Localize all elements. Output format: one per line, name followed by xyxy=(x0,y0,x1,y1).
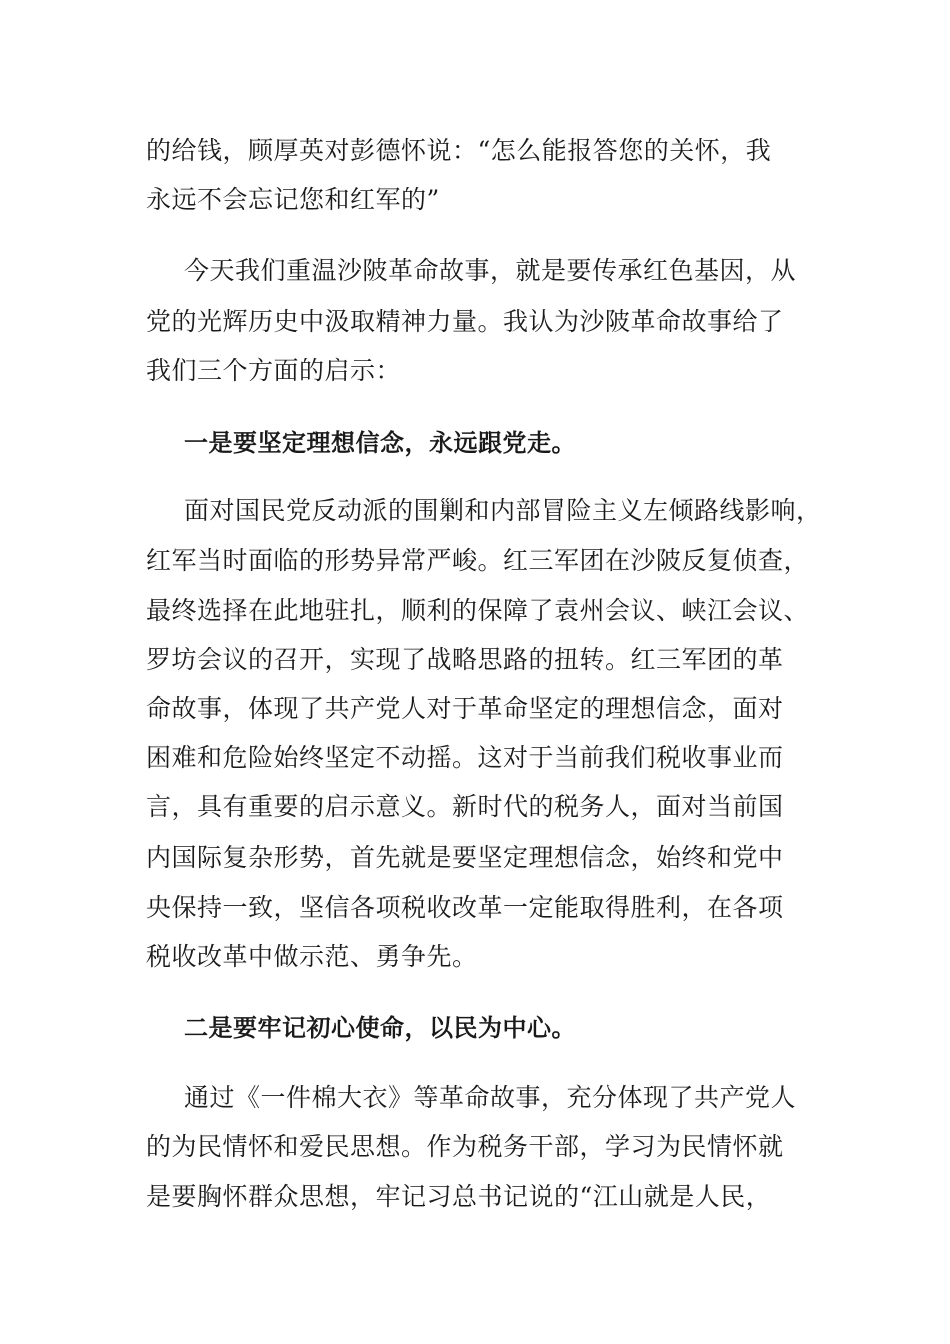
paragraph-line: 言，具有重要的启示意义。新时代的税务人，面对当前国 xyxy=(146,792,784,821)
paragraph-line: 命故事，体现了共产党人对于革命坚定的理想信念，面对 xyxy=(146,694,784,723)
paragraph-line: 今天我们重温沙陂革命故事，就是要传承红色基因，从 xyxy=(184,256,797,285)
paragraph-line: 的给钱，顾厚英对彭德怀说：“怎么能报答您的关怀，我 xyxy=(146,136,772,165)
paragraph-line: 的为民情怀和爱民思想。作为税务干部，学习为民情怀就 xyxy=(146,1132,784,1161)
paragraph-line: 罗坊会议的召开，实现了战略思路的扭转。红三军团的革 xyxy=(146,645,784,674)
section-heading: 二是要牢记初心使命，以民为中心。 xyxy=(184,1014,576,1042)
paragraph-line: 最终选择在此地驻扎，顺利的保障了袁州会议、峡江会议、 xyxy=(146,596,810,625)
paragraph-line: 党的光辉历史中汲取精神力量。我认为沙陂革命故事给了 xyxy=(146,307,784,336)
paragraph-line: 是要胸怀群众思想，牢记习总书记说的“江山就是人民， xyxy=(146,1182,772,1211)
section-heading: 一是要坚定理想信念，永远跟党走。 xyxy=(184,429,576,457)
paragraph-line: 税收改革中做示范、勇争先。 xyxy=(146,942,478,971)
paragraph-line: 困难和危险始终坚定不动摇。这对于当前我们税收事业而 xyxy=(146,743,784,772)
paragraph-line: 内国际复杂形势，首先就是要坚定理想信念，始终和党中 xyxy=(146,843,784,872)
paragraph-line: 央保持一致，坚信各项税收改革一定能取得胜利，在各项 xyxy=(146,893,784,922)
paragraph-line: 永远不会忘记您和红军的” xyxy=(146,185,440,214)
paragraph-line: 我们三个方面的启示： xyxy=(146,356,402,385)
paragraph-line: 面对国民党反动派的围剿和内部冒险主义左倾路线影响， xyxy=(184,496,822,525)
paragraph-line: 通过《一件棉大衣》等革命故事，充分体现了共产党人 xyxy=(184,1083,797,1112)
paragraph-line: 红军当时面临的形势异常严峻。红三军团在沙陂反复侦查， xyxy=(146,546,810,575)
